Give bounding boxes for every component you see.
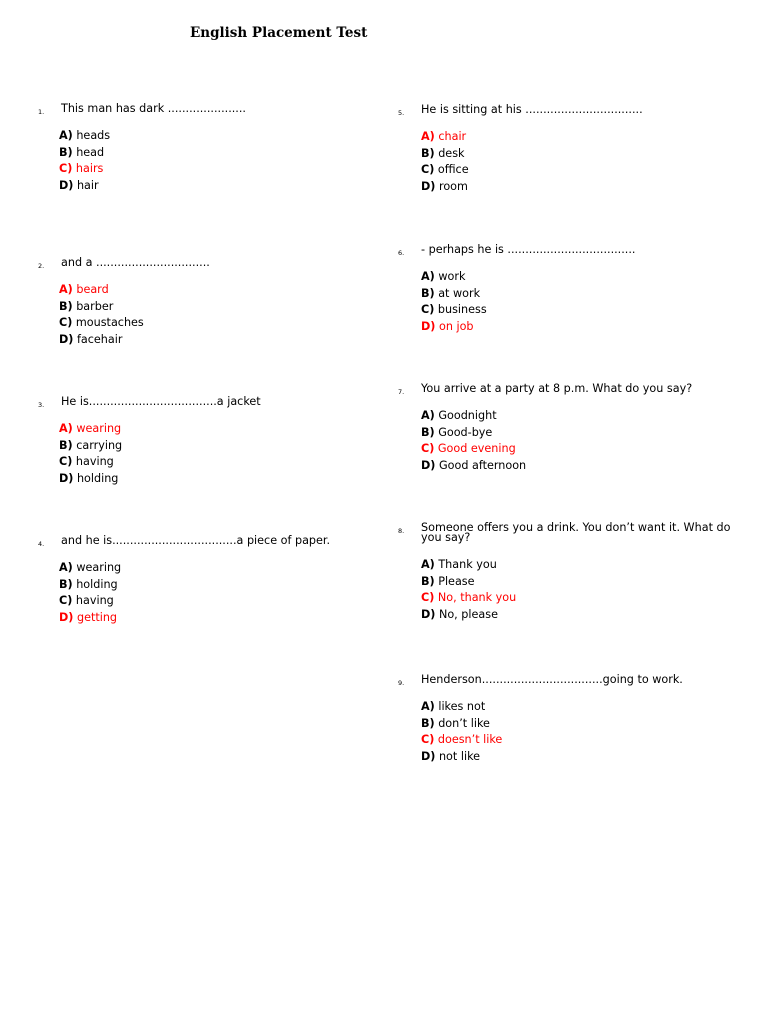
option-text: at work — [438, 286, 481, 300]
answer-option — [421, 302, 751, 319]
answer-option — [421, 179, 751, 196]
question-text: and he is...................................a piece of paper. — [61, 534, 331, 547]
answer-options — [421, 129, 751, 195]
answer-option-correct — [421, 732, 751, 749]
option-letter: A) — [59, 283, 73, 296]
answer-option — [421, 286, 751, 303]
answer-option — [421, 162, 751, 179]
option-letter: D) — [421, 749, 436, 763]
option-text: having — [75, 455, 114, 468]
question-text: He is....................................a jacket — [61, 395, 261, 408]
option-letter: C) — [421, 442, 435, 455]
option-letter: A) — [59, 129, 73, 142]
option-text: Goodnight — [438, 409, 497, 422]
option-letter: B) — [421, 716, 435, 730]
option-letter: B) — [421, 146, 435, 160]
answer-option — [59, 332, 391, 349]
answer-options — [59, 128, 391, 194]
option-text: head — [76, 145, 105, 159]
option-text: holding — [76, 471, 119, 485]
question-text: This man has dark ...................... — [61, 102, 246, 115]
option-letter: A) — [59, 561, 73, 574]
option-text: No, thank you — [437, 591, 517, 604]
option-letter: A) — [421, 558, 435, 571]
option-letter: C) — [59, 316, 73, 329]
option-letter: B) — [421, 425, 435, 439]
question-4 — [38, 534, 391, 626]
option-letter: C) — [421, 163, 435, 176]
answer-option — [421, 408, 751, 425]
option-letter: D) — [421, 319, 436, 333]
answer-options — [59, 282, 391, 348]
option-text: Good afternoon — [438, 458, 527, 472]
option-text: business — [437, 303, 487, 316]
answer-options — [59, 560, 391, 626]
option-text: Good evening — [437, 442, 516, 455]
answer-option — [59, 593, 391, 610]
question-text: Henderson..................................going to work. — [421, 673, 683, 686]
option-letter: B) — [59, 145, 73, 159]
answer-option — [59, 560, 391, 577]
question-number: 8. — [398, 527, 405, 535]
option-letter: C) — [59, 455, 73, 468]
option-text: Good-bye — [438, 425, 493, 439]
option-letter: D) — [421, 607, 436, 621]
option-letter: C) — [421, 303, 435, 316]
option-letter: A) — [421, 270, 435, 283]
option-letter: C) — [59, 162, 73, 175]
option-letter: D) — [59, 178, 74, 192]
option-text: holding — [76, 577, 118, 591]
answer-option-correct — [59, 282, 391, 299]
question-2 — [38, 256, 391, 348]
answer-option — [59, 577, 391, 594]
option-letter: A) — [59, 422, 73, 435]
option-text: office — [437, 163, 469, 176]
question-text: Someone offers you a drink. You don’t want it. What do you say? — [421, 521, 731, 544]
option-letter: D) — [421, 458, 436, 472]
question-number: 6. — [398, 249, 405, 257]
option-text: Thank you — [438, 558, 497, 571]
answer-options — [421, 699, 751, 765]
option-letter: C) — [421, 591, 435, 604]
option-letter: A) — [421, 130, 435, 143]
option-text: don’t like — [438, 716, 490, 730]
question-5 — [398, 103, 751, 195]
option-text: having — [75, 594, 114, 607]
answer-option — [59, 299, 391, 316]
answer-option — [421, 425, 751, 442]
answer-option — [59, 471, 391, 488]
option-letter: D) — [59, 332, 74, 346]
option-letter: C) — [59, 594, 73, 607]
option-text: hair — [76, 178, 99, 192]
option-text: on job — [438, 319, 474, 333]
option-text: wearing — [76, 422, 122, 435]
answer-option — [421, 607, 751, 624]
question-9 — [398, 673, 751, 765]
option-text: barber — [76, 299, 114, 313]
answer-option — [421, 146, 751, 163]
option-text: moustaches — [75, 316, 144, 329]
question-number: 7. — [398, 388, 405, 396]
question-number: 1. — [38, 108, 45, 116]
answer-option — [59, 178, 391, 195]
option-letter: D) — [59, 610, 74, 624]
option-text: chair — [438, 130, 467, 143]
question-number: 4. — [38, 540, 45, 548]
question-text: You arrive at a party at 8 p.m. What do you say? — [421, 382, 693, 395]
answer-options — [59, 421, 391, 487]
option-letter: B) — [59, 438, 73, 452]
question-text: He is sitting at his ................................. — [421, 103, 643, 116]
answer-option — [421, 269, 751, 286]
answer-option-correct — [421, 319, 751, 336]
option-letter: A) — [421, 409, 435, 422]
option-text: beard — [76, 283, 109, 296]
option-letter: B) — [59, 299, 73, 313]
question-text: and a ................................ — [61, 256, 210, 269]
answer-option — [421, 458, 751, 475]
question-number: 2. — [38, 262, 45, 270]
option-text: Please — [438, 574, 475, 588]
option-text: work — [438, 270, 466, 283]
question-6 — [398, 243, 751, 335]
answer-option — [421, 716, 751, 733]
option-letter: C) — [421, 733, 435, 746]
option-text: getting — [76, 610, 118, 624]
answer-options — [421, 557, 751, 623]
option-letter: A) — [421, 700, 435, 713]
question-1 — [38, 102, 391, 194]
answer-option-correct — [59, 610, 391, 627]
option-text: room — [438, 179, 468, 193]
option-letter: B) — [421, 286, 435, 300]
option-letter: B) — [59, 577, 73, 591]
option-text: doesn’t like — [437, 733, 503, 746]
question-8 — [398, 521, 751, 623]
question-number: 3. — [38, 401, 45, 409]
answer-option — [59, 145, 391, 162]
option-text: hairs — [75, 162, 104, 175]
option-text: wearing — [76, 561, 122, 574]
question-number: 9. — [398, 679, 405, 687]
answer-options — [421, 408, 751, 474]
option-letter: D) — [421, 179, 436, 193]
option-text: facehair — [76, 332, 123, 346]
answer-options — [421, 269, 751, 335]
question-7 — [398, 382, 751, 474]
answer-option — [421, 749, 751, 766]
question-3 — [38, 395, 391, 487]
answer-option — [59, 454, 391, 471]
answer-option — [421, 574, 751, 591]
answer-option-correct — [421, 590, 751, 607]
option-text: likes not — [438, 700, 486, 713]
option-letter: D) — [59, 471, 74, 485]
answer-option-correct — [421, 441, 751, 458]
page-title: English Placement Test — [190, 25, 368, 41]
option-text: No, please — [438, 607, 498, 621]
answer-option — [59, 128, 391, 145]
answer-option-correct — [59, 161, 391, 178]
answer-option — [421, 699, 751, 716]
answer-option-correct — [59, 421, 391, 438]
answer-option — [59, 315, 391, 332]
question-number: 5. — [398, 109, 405, 117]
option-text: desk — [438, 146, 465, 160]
option-text: heads — [76, 129, 111, 142]
answer-option-correct — [421, 129, 751, 146]
option-text: not like — [438, 749, 481, 763]
option-text: carrying — [76, 438, 123, 452]
answer-option — [421, 557, 751, 574]
question-text: - perhaps he is .................................... — [421, 243, 636, 256]
option-letter: B) — [421, 574, 435, 588]
answer-option — [59, 438, 391, 455]
